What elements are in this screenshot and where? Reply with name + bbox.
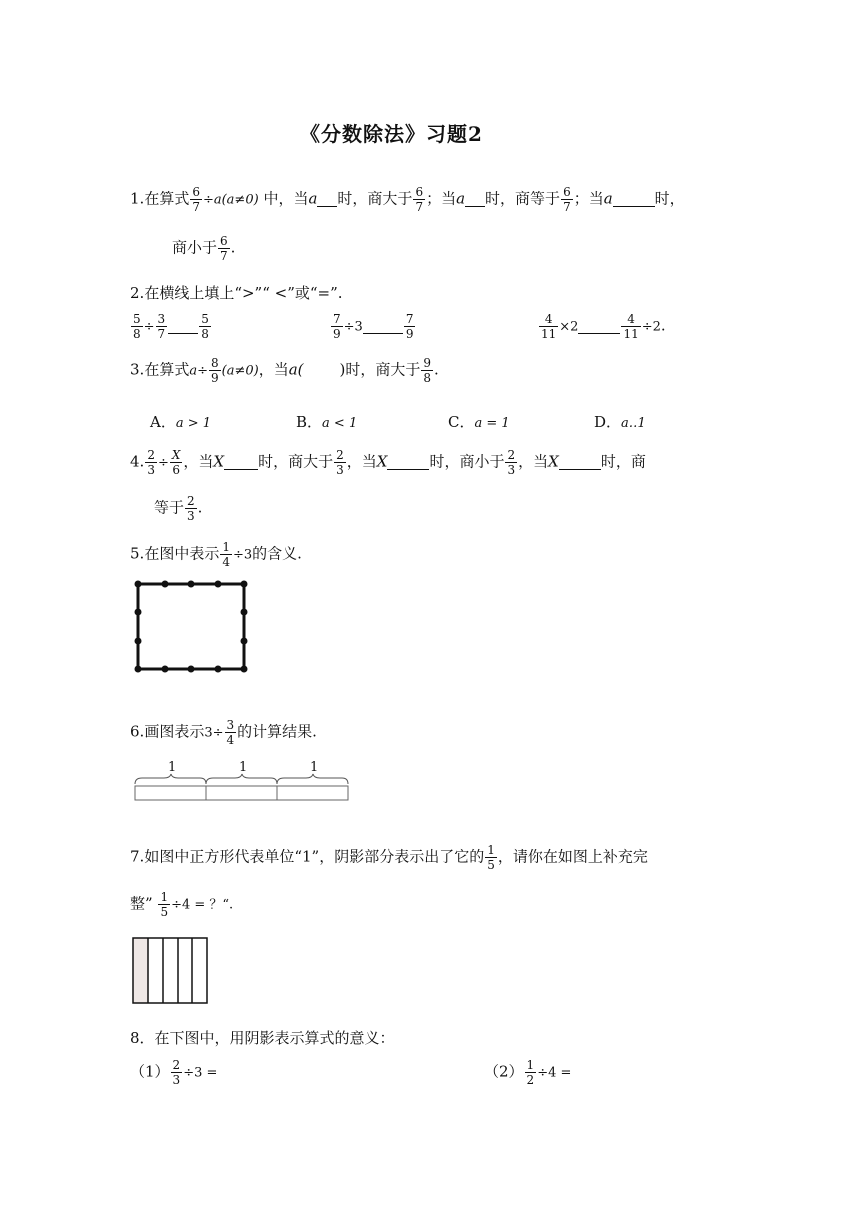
answer-blank[interactable]	[168, 319, 198, 334]
answer-blank[interactable]	[363, 319, 403, 334]
expression: ÷4 =	[537, 1065, 572, 1081]
denominator: 4	[222, 555, 230, 569]
text: 在横线上填上“>”“ <”或“=”.	[144, 284, 343, 302]
expression: a÷	[189, 363, 208, 379]
denominator: 11	[541, 327, 557, 341]
text: ，当	[518, 452, 549, 471]
question-4-line-1	[130, 448, 646, 477]
answer-blank[interactable]	[559, 455, 601, 470]
answer-blank[interactable]	[578, 319, 620, 334]
operator: ÷3	[343, 319, 363, 335]
denominator: 8	[133, 327, 141, 341]
fraction	[158, 890, 170, 919]
option-expression: a‥1	[621, 416, 646, 431]
question-number: 6.	[130, 722, 145, 741]
text: .	[660, 316, 666, 335]
fraction	[561, 185, 573, 214]
numerator: 2	[336, 448, 344, 462]
question-7-line-1	[130, 843, 648, 872]
text: 中，当	[263, 189, 309, 208]
text: .	[230, 238, 236, 257]
fraction	[220, 540, 232, 569]
fraction	[145, 448, 157, 477]
fraction	[171, 1058, 183, 1087]
operator: ÷	[143, 319, 155, 335]
comparison-1	[130, 312, 212, 341]
question-6-prompt	[130, 718, 317, 747]
numerator: 6	[192, 185, 200, 199]
text: ，当	[346, 452, 377, 471]
denominator: 3	[172, 1073, 181, 1087]
variable: a	[603, 189, 613, 208]
option-c[interactable]	[448, 411, 510, 432]
denominator: 3	[147, 463, 155, 477]
numerator: 2	[507, 448, 516, 462]
shaded-fifth	[133, 938, 148, 1003]
question-7-line-2	[130, 890, 233, 919]
denominator: 7	[192, 200, 200, 214]
text: ；当	[573, 189, 604, 208]
numerator: 1	[526, 1058, 535, 1072]
option-letter: B．	[296, 413, 323, 431]
fraction	[170, 448, 183, 477]
denominator: 8	[423, 371, 431, 385]
operator: ×2	[559, 319, 579, 335]
comparison-3	[538, 312, 666, 341]
denominator: 11	[623, 327, 639, 341]
answer-blank[interactable]	[317, 192, 337, 207]
numerator: 7	[405, 312, 414, 326]
fraction	[505, 448, 517, 477]
numerator: X	[171, 448, 181, 462]
option-expression: a < 1	[322, 416, 358, 431]
denominator: 3	[336, 463, 344, 477]
text: ；当	[426, 189, 457, 208]
question-number: 3.	[130, 360, 145, 379]
denominator: 3	[187, 509, 195, 523]
rectangle-dots	[135, 581, 248, 673]
answer-blank[interactable]	[387, 455, 429, 470]
fraction	[485, 843, 497, 872]
page-title: 《分数除法》习题2	[300, 122, 483, 146]
denominator: 6	[172, 463, 180, 477]
answer-blank[interactable]	[224, 455, 258, 470]
segment-bar	[135, 786, 348, 800]
brace-1	[135, 774, 206, 784]
question-8-prompt	[130, 1027, 395, 1048]
text: 商小于	[172, 238, 218, 257]
text: 时，	[654, 189, 685, 208]
text: 画图表示	[144, 722, 205, 741]
fraction	[413, 185, 425, 214]
question-number: 5.	[130, 544, 145, 563]
numerator: 7	[333, 312, 341, 326]
expression: 3÷	[204, 725, 224, 741]
fraction	[334, 448, 346, 477]
text: 时，商	[600, 452, 646, 471]
operator: ÷	[157, 455, 169, 471]
question-1-line-2	[172, 234, 235, 263]
text: 时，商等于	[485, 189, 561, 208]
fraction	[131, 312, 143, 341]
fraction	[218, 234, 230, 263]
operator: ÷2	[641, 319, 661, 335]
denominator: 7	[563, 200, 571, 214]
brace-2	[206, 774, 277, 784]
question-3-prompt	[130, 356, 439, 385]
segment-bar-figure[interactable]	[130, 774, 355, 804]
denominator: 7	[157, 327, 166, 341]
denominator: 5	[160, 905, 169, 919]
denominator: 4	[226, 733, 235, 747]
expression: ÷3	[232, 547, 253, 563]
text: 的含义.	[252, 544, 302, 563]
text: ，请你在如图上补充完	[497, 847, 648, 866]
brace-label-2: 1	[239, 760, 248, 775]
shaded-square-figure[interactable]	[130, 936, 210, 1006]
numerator: 4	[627, 312, 635, 326]
question-8-part-1	[130, 1058, 217, 1087]
fraction	[539, 312, 558, 341]
option-letter: A．	[150, 413, 176, 431]
numerator: 9	[423, 356, 431, 370]
question-2-prompt	[130, 282, 343, 303]
expression: a(	[288, 360, 304, 379]
text: )时，商大于	[339, 360, 421, 379]
text: 整”	[130, 894, 153, 913]
brace-group	[135, 774, 348, 784]
brace-label-3: 1	[310, 760, 319, 775]
question-number: 7.	[130, 847, 145, 866]
numerator: 2	[172, 1058, 181, 1072]
numerator: 1	[160, 890, 169, 904]
fraction	[209, 356, 221, 385]
fraction	[225, 718, 237, 747]
option-expression: a = 1	[474, 416, 510, 431]
question-1-line-1	[130, 185, 685, 214]
expression: ÷a(a≠0)	[202, 192, 259, 208]
expression: (a≠0)	[221, 363, 259, 379]
denominator: 7	[220, 249, 228, 263]
option-expression: a > 1	[175, 416, 212, 431]
text: 在图中表示	[144, 544, 220, 563]
question-number: 8．	[130, 1029, 155, 1047]
text: 在下图中，用阴影表示算式的意义：	[154, 1029, 395, 1047]
option-letter: D．	[594, 413, 622, 431]
denominator: 7	[415, 200, 424, 214]
text: 等于	[154, 498, 185, 517]
numerator: 5	[133, 312, 141, 326]
numerator: 2	[147, 448, 155, 462]
numerator: 3	[226, 718, 235, 732]
denominator: 5	[487, 858, 495, 872]
text: ，当	[258, 360, 289, 379]
denominator: 2	[526, 1073, 535, 1087]
variable: X	[376, 452, 388, 471]
numerator: 4	[544, 312, 553, 326]
variable: a	[308, 189, 318, 208]
fraction	[621, 312, 640, 341]
text: 在算式	[144, 189, 190, 208]
fraction	[199, 312, 211, 341]
text: 的计算结果.	[237, 722, 317, 741]
variable: a	[456, 189, 466, 208]
option-d[interactable]	[594, 411, 646, 432]
numerator: 2	[187, 494, 195, 508]
text: 在算式	[144, 360, 190, 379]
fraction	[156, 312, 168, 341]
part-label: （2）	[484, 1062, 524, 1081]
question-8-part-2	[484, 1058, 571, 1087]
fraction	[190, 185, 202, 214]
numerator: 8	[210, 356, 219, 370]
fraction	[185, 494, 197, 523]
question-number: 1.	[130, 189, 145, 208]
fraction	[404, 312, 416, 341]
question-number: 2.	[130, 284, 145, 302]
denominator: 8	[201, 327, 209, 341]
numerator: 6	[220, 234, 228, 248]
answer-blank[interactable]	[613, 192, 655, 207]
text: 时，商大于	[337, 189, 413, 208]
text: 时，商小于	[429, 452, 505, 471]
denominator: 9	[210, 371, 219, 385]
part-label: （1）	[130, 1062, 170, 1081]
fraction	[525, 1058, 537, 1087]
fraction	[421, 356, 433, 385]
question-number: 4.	[130, 452, 145, 471]
text: .	[434, 360, 439, 379]
option-letter: C．	[448, 413, 475, 431]
fraction	[331, 312, 343, 341]
numerator: 1	[487, 843, 495, 857]
answer-blank[interactable]	[465, 192, 485, 207]
expression: ÷3 =	[183, 1065, 218, 1081]
denominator: 9	[333, 327, 341, 341]
brace-label-1: 1	[168, 760, 177, 775]
numerator: 3	[157, 312, 166, 326]
brace-3	[277, 774, 348, 784]
dotted-rectangle-figure[interactable]	[130, 578, 255, 678]
variable: X	[213, 452, 225, 471]
expression: ÷4 = ？“.	[171, 897, 234, 913]
numerator: 5	[201, 312, 209, 326]
text: 如图中正方形代表单位“1”，阴影部分表示出了它的	[144, 847, 485, 866]
comparison-2	[330, 312, 416, 341]
question-4-line-2	[154, 494, 202, 523]
option-a[interactable]	[150, 411, 211, 432]
option-b[interactable]	[296, 411, 357, 432]
numerator: 6	[563, 185, 571, 199]
text: .	[197, 498, 203, 517]
text: 时，商大于	[258, 452, 334, 471]
numerator: 1	[222, 540, 230, 554]
denominator: 9	[405, 327, 414, 341]
text: ，当	[183, 452, 214, 471]
question-5-prompt	[130, 540, 302, 569]
variable: X	[548, 452, 559, 471]
rectangle-outline	[138, 584, 244, 669]
denominator: 3	[507, 463, 516, 477]
numerator: 6	[415, 185, 424, 199]
